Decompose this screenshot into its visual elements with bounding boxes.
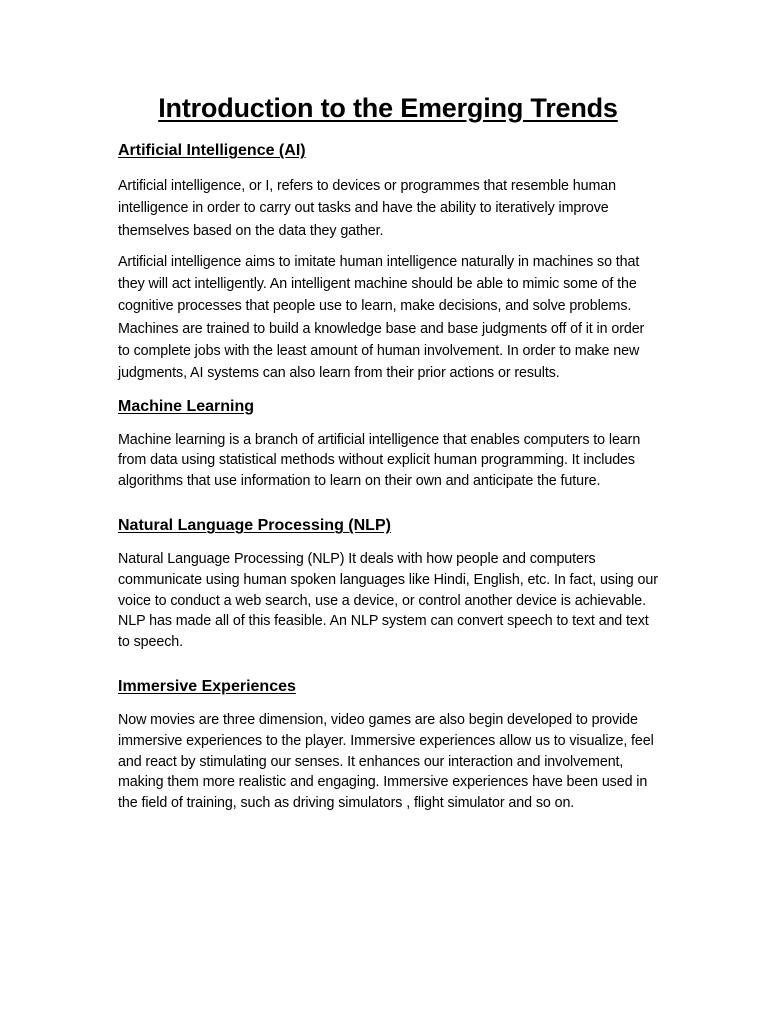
section-heading-machine-learning: Machine Learning xyxy=(118,397,255,415)
section-heading-immersive-experiences: Immersive Experiences xyxy=(118,678,296,696)
paragraph-ai-definition: Artificial intelligence, or I, refers to devices or programmes that resemble human intelligence in order to carry out tasks and have the ability to iteratively improve themselves based on the data they gather. xyxy=(118,178,616,239)
paragraph-nlp: Natural Language Processing (NLP) It deals with how people and computers communicate using human spoken languages like Hindi, English, etc. In fact, using our voice to conduct a web search, use a device, or control another device is achievable. NLP has made all of this feasible. An NLP system can convert speech to text and text to speech. xyxy=(118,551,658,651)
paragraph-machine-learning: Machine learning is a branch of artificial intelligence that enables computers to learn from data using statistical methods without explicit human programming. It includes algorithms that use information to learn on their own and anticipate the future. xyxy=(118,431,641,490)
section-heading-ai: Artificial Intelligence (AI) xyxy=(118,142,306,159)
paragraph-immersive-experiences: Now movies are three dimension, video games are also begin developed to provide immersive experiences to the player. Immersive experiences allow us to visualize, feel and react by stimulating our senses. It enhances our interaction and involvement, making them more realistic and engaging. Immersive experiences have been used in the field of training, such as driving simulators , flight simulator and so on. xyxy=(118,712,654,812)
paragraph-ai-aims: Artificial intelligence aims to imitate human intelligence naturally in machines so that they will act intelligently. An intelligent machine should be able to mimic some of the cognitive processes that people use to learn, make decisions, and solve problems. Machines are trained to build a knowledge base and base judgments off of it in order to complete jobs with the least amount of human involvement. In order to make new judgments, AI systems can also learn from their prior actions or results. xyxy=(118,253,645,382)
page-title: Introduction to the Emerging Trends xyxy=(158,93,618,123)
section-heading-nlp: Natural Language Processing (NLP) xyxy=(118,517,391,535)
